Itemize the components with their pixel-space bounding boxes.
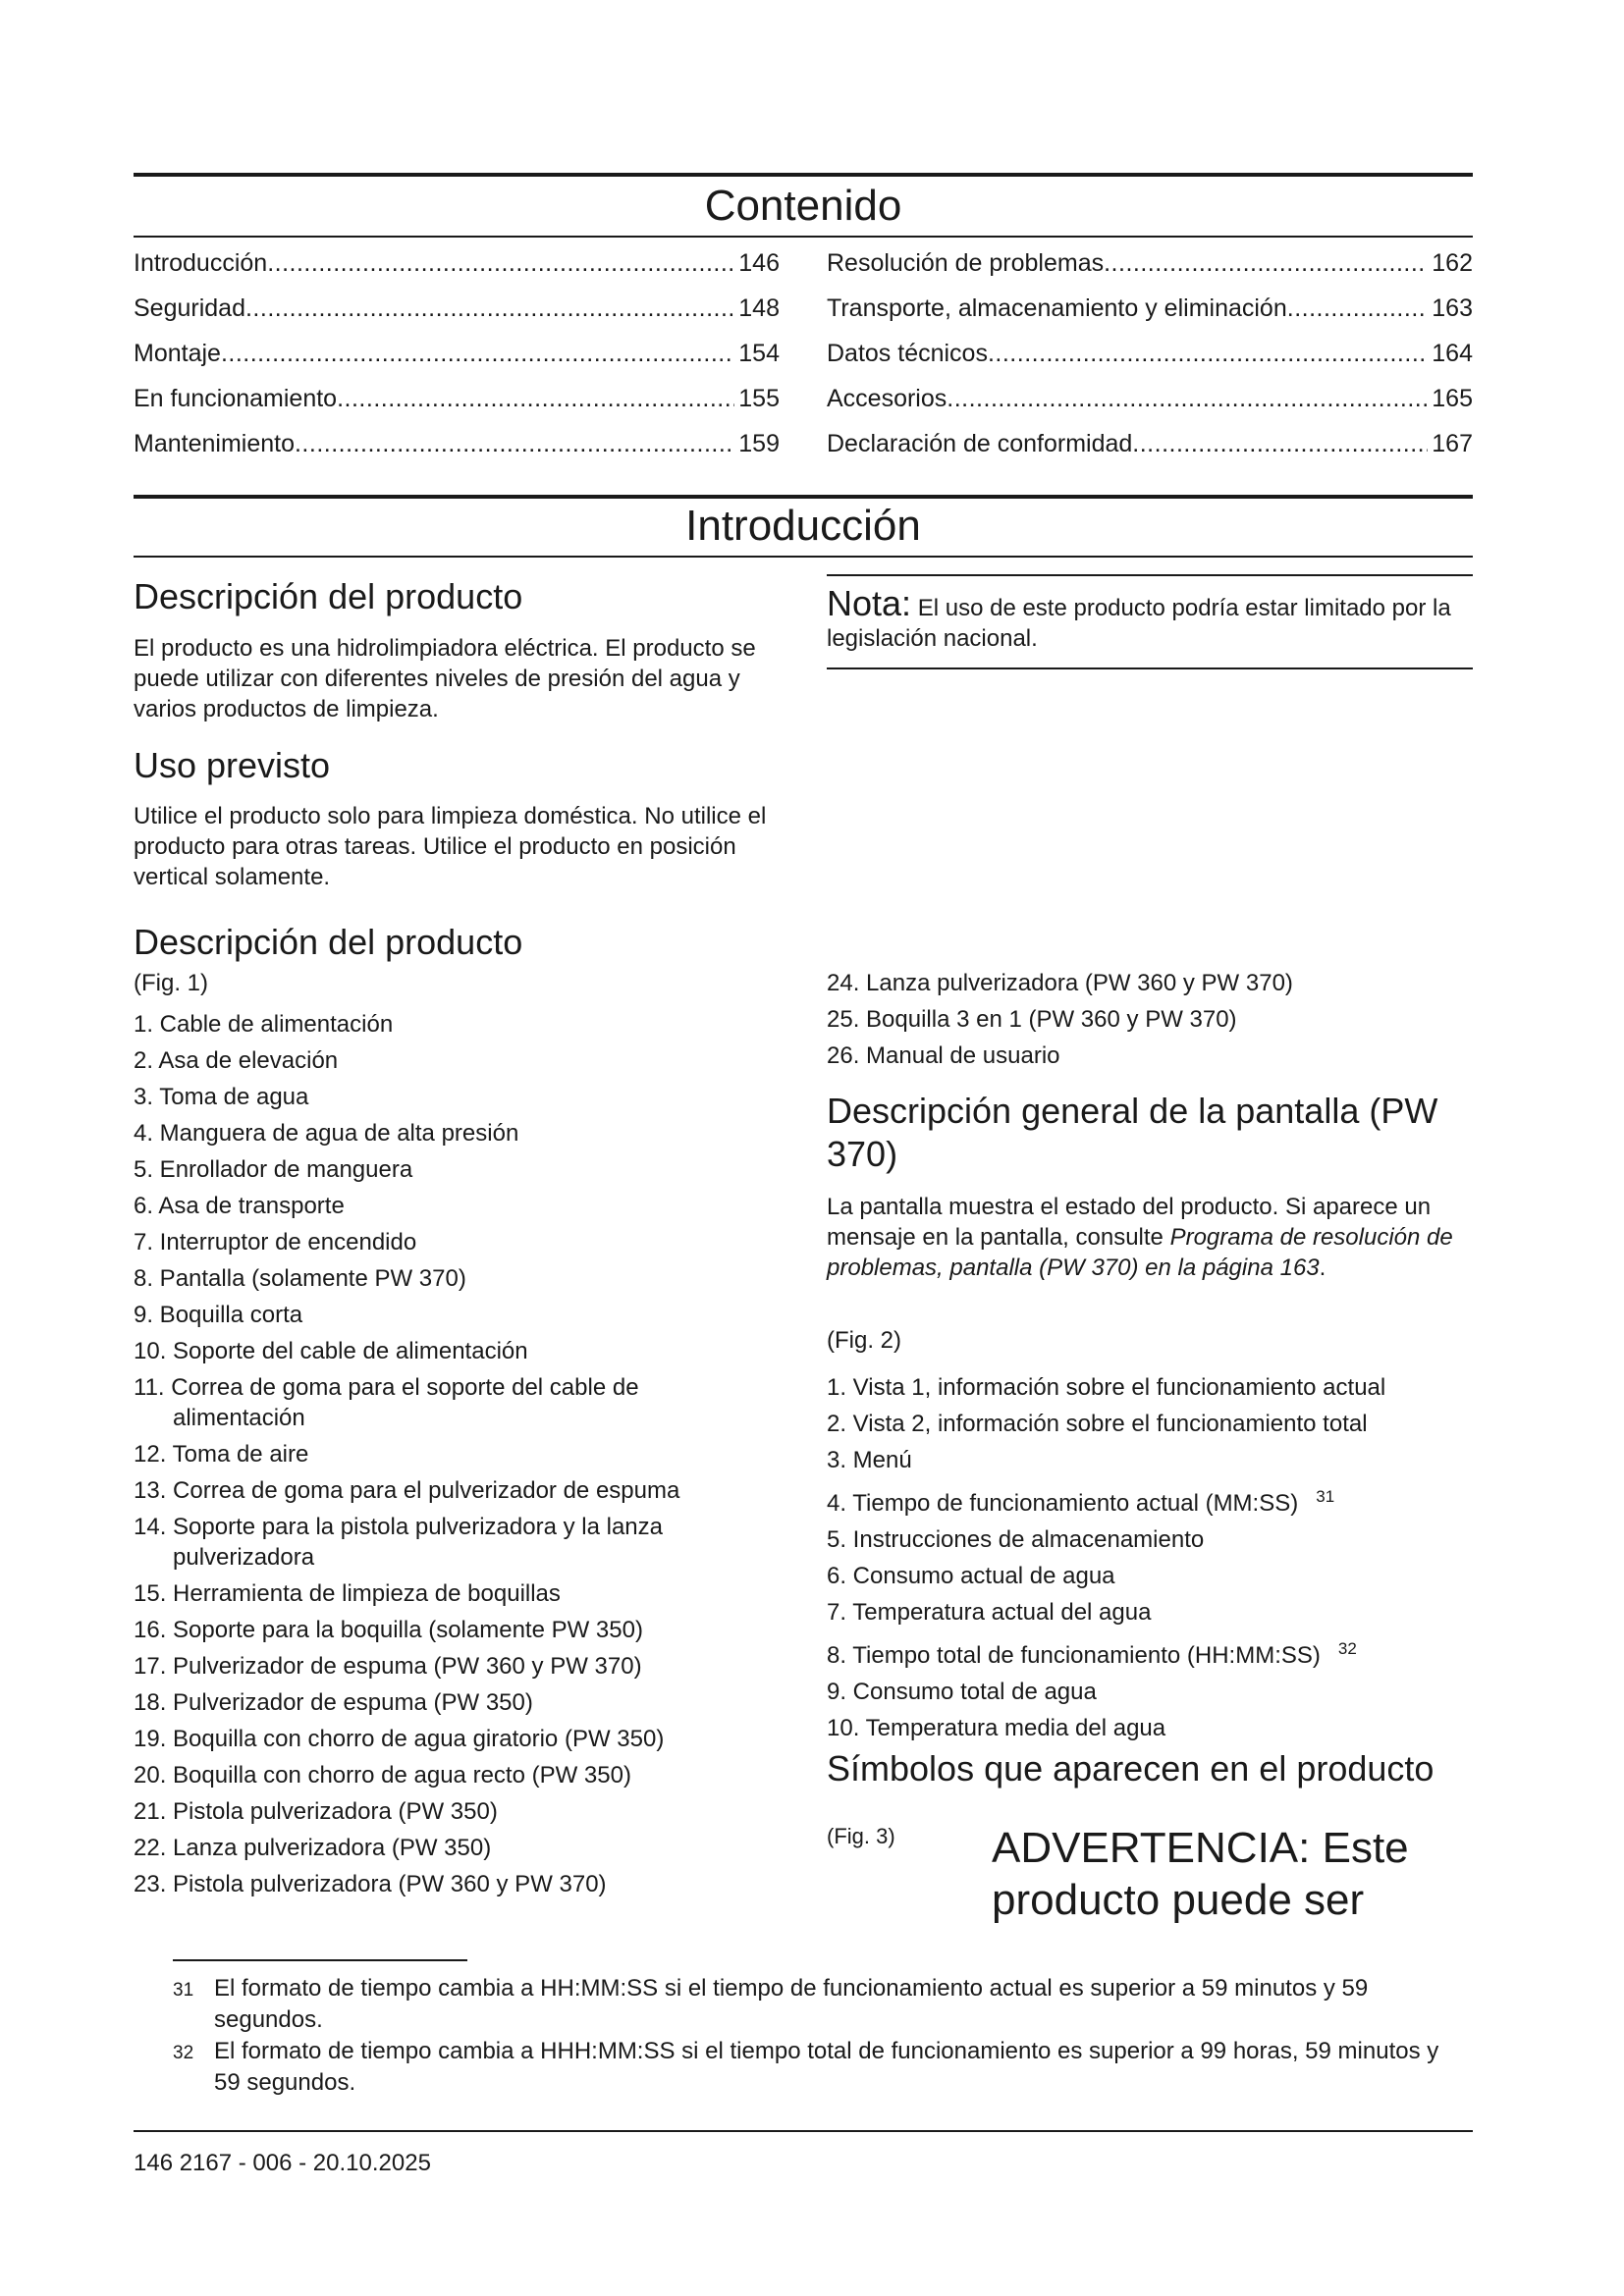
toc-right-column xyxy=(827,249,1473,475)
list-item: 26. Manual de usuario xyxy=(827,1042,1060,1069)
display-list-item xyxy=(827,1633,1465,1671)
toc-entry-page: 162 xyxy=(1432,249,1473,277)
display-item-text: 6. Consumo actual de agua xyxy=(827,1563,1115,1589)
intro-rule xyxy=(134,556,1473,558)
desc-heading: Descripción del producto xyxy=(134,576,523,616)
display-item-text: 7. Temperatura actual del agua xyxy=(827,1599,1152,1626)
intro-title: Introducción xyxy=(685,502,921,550)
toc-left-column xyxy=(134,249,780,475)
use-text: Utilice el producto solo para limpieza doméstica. No utilice el producto para otras tareas. Utilice el producto en posición vertical solamente. xyxy=(134,803,767,890)
list-item: 25. Boquilla 3 en 1 (PW 360 y PW 370) xyxy=(827,1006,1237,1033)
toc-entry[interactable] xyxy=(827,249,1473,294)
product-desc-heading: Descripción del producto xyxy=(134,922,523,962)
display-item-text: 2. Vista 2, información sobre el funcionamiento total xyxy=(827,1411,1368,1437)
toc-entry-label: Accesorios xyxy=(827,385,947,412)
warning-text: ADVERTENCIA: Este producto puede ser xyxy=(992,1824,1409,1924)
list-item: 3. Toma de agua xyxy=(134,1084,309,1110)
display-text-start: La pantalla muestra el estado del producto. Si aparece un mensaje en la pantalla, consulte xyxy=(827,1194,1432,1251)
toc-entry[interactable] xyxy=(827,385,1473,430)
list-item: 20. Boquilla con chorro de agua recto (PW 350) xyxy=(134,1762,631,1789)
toc-entry-label: Introducción xyxy=(134,249,268,277)
list-item: 6. Asa de transporte xyxy=(134,1193,345,1219)
display-item-text: 9. Consumo total de agua xyxy=(827,1679,1097,1705)
footnote-32 xyxy=(173,2036,1469,2099)
list-item: 14. Soporte para la pistola pulverizadora y la lanza pulverizadora xyxy=(134,1514,663,1571)
page-footer: 146 2167 - 006 - 20.10.2025 xyxy=(134,2150,431,2176)
footnote-text: El formato de tiempo cambia a HH:MM:SS si el tiempo de funcionamiento actual es superior a 59 minutos y 59 segundos. xyxy=(214,1975,1369,2033)
toc-entry-label: En funcionamiento xyxy=(134,385,338,412)
footnote-reference[interactable]: 32 xyxy=(1337,1639,1357,1658)
fig-3-ref: (Fig. 3) xyxy=(827,1824,895,1848)
toc-entry-page: 155 xyxy=(738,385,780,412)
toc-leader-dots xyxy=(1132,430,1428,458)
toc-leader-dots xyxy=(947,385,1428,413)
parts-list-right xyxy=(827,968,1465,1077)
footnote-text: El formato de tiempo cambia a HHH:MM:SS si el tiempo total de funcionamiento es superior a 99 horas, 59 minutos y 59 segundos. xyxy=(214,2038,1439,2096)
toc-entry-label: Declaración de conformidad xyxy=(827,430,1133,457)
footnote-rule xyxy=(173,1959,467,1961)
toc-leader-dots xyxy=(988,340,1428,368)
toc-entry-label: Datos técnicos xyxy=(827,340,988,367)
toc-entry[interactable] xyxy=(827,340,1473,385)
display-list-item xyxy=(827,1372,1465,1403)
display-list-item xyxy=(827,1524,1465,1555)
list-item: 24. Lanza pulverizadora (PW 360 y PW 370) xyxy=(827,970,1293,996)
display-text xyxy=(827,1192,1465,1283)
toc-leader-dots xyxy=(295,430,734,458)
toc-entry[interactable] xyxy=(827,294,1473,340)
display-list-item xyxy=(827,1481,1465,1519)
display-item-text: 1. Vista 1, información sobre el funcionamiento actual xyxy=(827,1374,1386,1401)
use-heading: Uso previsto xyxy=(134,745,331,785)
list-item: 5. Enrollador de manguera xyxy=(134,1156,413,1183)
toc-leader-dots xyxy=(267,249,734,278)
display-list-item xyxy=(827,1445,1465,1475)
list-item: 22. Lanza pulverizadora (PW 350) xyxy=(134,1835,492,1861)
display-list-item xyxy=(827,1561,1465,1591)
display-item-text: 5. Instrucciones de almacenamiento xyxy=(827,1526,1205,1553)
display-items-list xyxy=(827,1372,1465,1749)
list-item: 9. Boquilla corta xyxy=(134,1302,303,1328)
display-list-item xyxy=(827,1677,1465,1707)
toc-entry-page: 148 xyxy=(738,294,780,322)
list-item: 16. Soporte para la boquilla (solamente PW 350) xyxy=(134,1617,643,1643)
list-item: 1. Cable de alimentación xyxy=(134,1011,394,1038)
toc-entry-page: 163 xyxy=(1432,294,1473,322)
list-item: 19. Boquilla con chorro de agua giratorio (PW 350) xyxy=(134,1726,665,1752)
display-item-text: 10. Temperatura media del agua xyxy=(827,1715,1166,1741)
toc-entry[interactable] xyxy=(134,294,780,340)
toc-entry[interactable] xyxy=(827,430,1473,475)
list-item: 2. Asa de elevación xyxy=(134,1047,339,1074)
parts-list-left xyxy=(134,1009,772,1905)
display-text-link[interactable]: Programa de resolución de problemas, pantalla (PW 370) en la página 163 xyxy=(827,1224,1453,1281)
footer-rule xyxy=(134,2130,1473,2132)
list-item: 11. Correa de goma para el soporte del cable de alimentación xyxy=(134,1374,639,1431)
footnote-reference[interactable]: 31 xyxy=(1316,1487,1335,1506)
desc-text: El producto es una hidrolimpiadora eléctrica. El producto se puede utilizar con diferentes niveles de presión del agua y varios productos de limpieza. xyxy=(134,635,756,722)
display-list-item xyxy=(827,1597,1465,1628)
list-item: 7. Interruptor de encendido xyxy=(134,1229,417,1255)
display-heading: Descripción general de la pantalla (PW 370) xyxy=(827,1091,1438,1174)
list-item: 4. Manguera de agua de alta presión xyxy=(134,1120,519,1147)
toc-entry-page: 167 xyxy=(1432,430,1473,457)
display-item-text: 8. Tiempo total de funcionamiento (HH:MM:SS) xyxy=(827,1642,1321,1669)
toc-leader-dots xyxy=(1287,294,1429,323)
note-box xyxy=(827,574,1473,669)
list-item: 21. Pistola pulverizadora (PW 350) xyxy=(134,1798,498,1825)
note-text-block xyxy=(827,576,1473,667)
toc-entry-label: Transporte, almacenamiento y eliminación xyxy=(827,294,1287,322)
toc-entry-label: Resolución de problemas xyxy=(827,249,1105,277)
toc-leader-dots xyxy=(337,385,734,413)
display-text-end: . xyxy=(1319,1255,1326,1281)
note-text: El uso de este producto podría estar limitado por la legislación nacional. xyxy=(827,595,1451,652)
list-item: 13. Correa de goma para el pulverizador de espuma xyxy=(134,1477,680,1504)
list-item: 23. Pistola pulverizadora (PW 360 y PW 370) xyxy=(134,1871,607,1897)
toc-entry-label: Seguridad xyxy=(134,294,245,322)
symbols-heading: Símbolos que aparecen en el producto xyxy=(827,1748,1435,1789)
toc-entry-page: 165 xyxy=(1432,385,1473,412)
note-label: Nota: xyxy=(827,583,912,623)
toc-leader-dots xyxy=(221,340,734,368)
toc-entry-page: 159 xyxy=(738,430,780,457)
toc-entry-page: 146 xyxy=(738,249,780,277)
toc-entry-label: Mantenimiento xyxy=(134,430,295,457)
fig-2-ref: (Fig. 2) xyxy=(827,1327,902,1354)
footnote-number: 32 xyxy=(173,2043,194,2063)
toc-entry[interactable] xyxy=(134,340,780,385)
toc-entry-page: 154 xyxy=(738,340,780,367)
intro-top-rule xyxy=(134,495,1473,499)
display-item-text: 4. Tiempo de funcionamiento actual (MM:SS) xyxy=(827,1490,1299,1517)
toc-entry[interactable] xyxy=(134,249,780,294)
toc-entry[interactable] xyxy=(134,385,780,430)
toc-entry-label: Montaje xyxy=(134,340,221,367)
list-item: 12. Toma de aire xyxy=(134,1441,309,1468)
toc-entry-page: 164 xyxy=(1432,340,1473,367)
note-bottom-rule xyxy=(827,667,1473,669)
list-item: 17. Pulverizador de espuma (PW 360 y PW 370) xyxy=(134,1653,642,1680)
toc-leader-dots xyxy=(245,294,734,323)
display-list-item xyxy=(827,1409,1465,1439)
contents-rule xyxy=(134,236,1473,238)
list-item: 8. Pantalla (solamente PW 370) xyxy=(134,1265,466,1292)
display-list-item xyxy=(827,1713,1465,1743)
toc-entry[interactable] xyxy=(134,430,780,475)
list-item: 10. Soporte del cable de alimentación xyxy=(134,1338,528,1364)
top-rule xyxy=(134,173,1473,177)
list-item: 18. Pulverizador de espuma (PW 350) xyxy=(134,1689,533,1716)
list-item: 15. Herramienta de limpieza de boquillas xyxy=(134,1580,561,1607)
toc-leader-dots xyxy=(1104,249,1428,278)
display-item-text: 3. Menú xyxy=(827,1447,912,1473)
fig-1-ref: (Fig. 1) xyxy=(134,970,209,996)
footnote-31 xyxy=(173,1973,1469,2036)
contents-title: Contenido xyxy=(704,182,902,230)
footnote-number: 31 xyxy=(173,1980,194,2001)
